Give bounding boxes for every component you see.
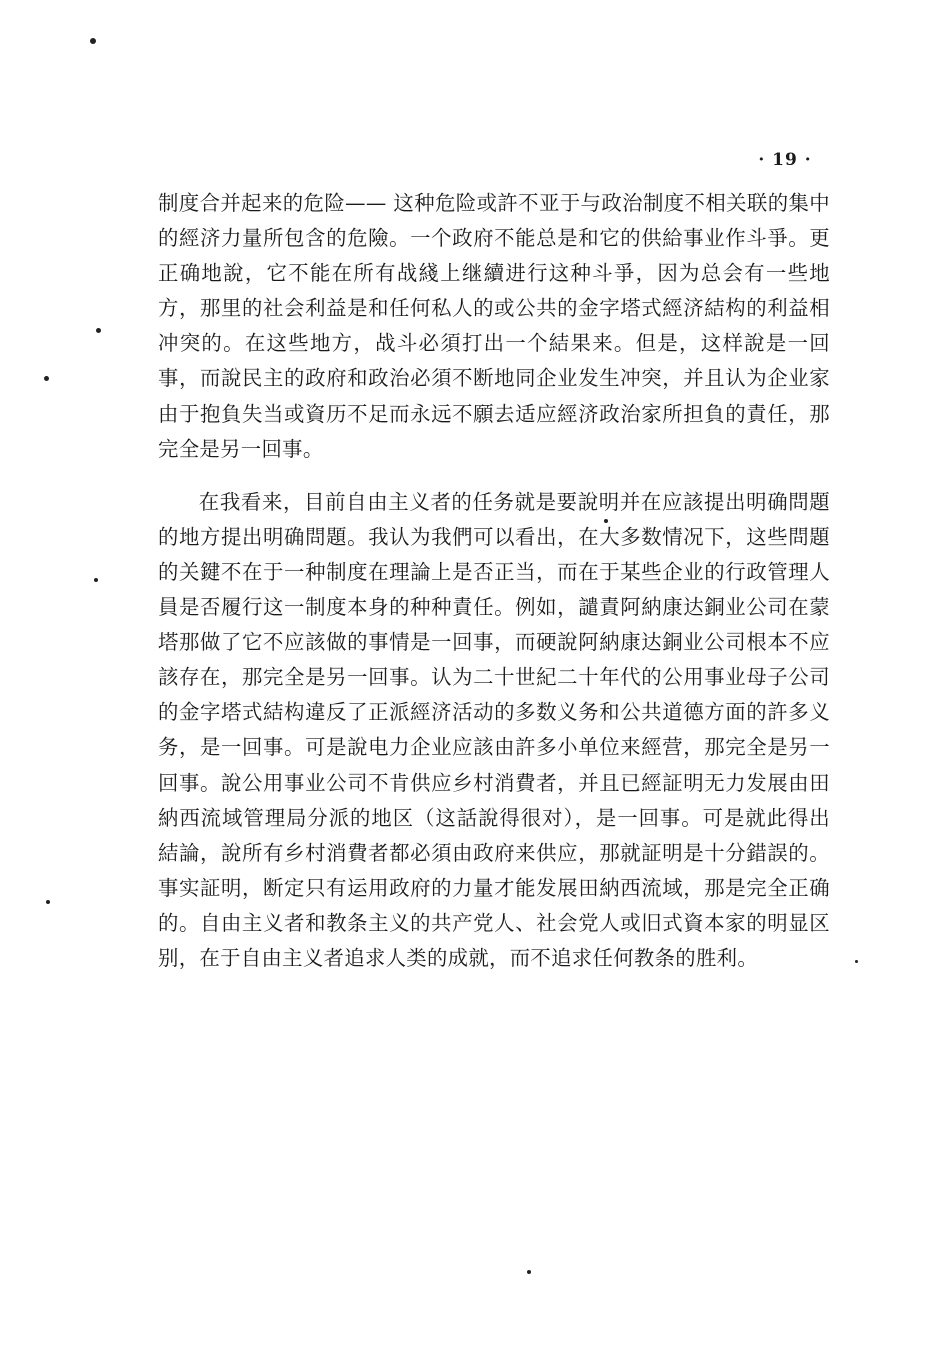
scan-speck — [90, 38, 96, 44]
scan-speck — [44, 376, 49, 381]
paragraph-1: 制度合并起来的危险—— 这种危险或許不亚于与政治制度不相关联的集中的經济力量所包含的危險。一个政府不能总是和它的供給事业作斗爭。更正确地說，它不能在所有战綫上继續进行这种斗爭，因为总会有一些地方，那里的社会利益是和任何私人的或公共的金字塔式經济結构的利益相冲突的。在这些地方，战斗必須打出一个結果来。但是，这样說是一回事，而說民主的政府和政治必須不断地同企业发生冲突，并且认为企业家由于抱負失当或資历不足而永远不願去适应經济政治家所担負的責任，那完全是另一回事。 — [158, 191, 830, 461]
scan-speck — [94, 578, 98, 582]
scan-speck — [46, 900, 50, 904]
page-number: · 19 · — [758, 150, 812, 170]
scan-speck — [855, 960, 858, 963]
scan-speck — [604, 519, 608, 523]
scan-speck — [96, 328, 101, 333]
body-text — [158, 186, 830, 976]
paragraph-2: 在我看来，目前自由主义者的任务就是要說明并在应該提出明确問題的地方提出明确問題。我认为我們可以看出，在大多数情况下，这些問題的关鍵不在于一种制度在理論上是否正当，而在于某些企业的行政管理人員是否履行这一制度本身的种种責任。例如，譴責阿納康达銅业公司在蒙塔那做了它不应該做的事情是一回事，而硬說阿納康达銅业公司根本不应該存在，那完全是另一回事。认为二十世紀二十年代的公用事业母子公司的金字塔式結构違反了正派經济活动的多数义务和公共道德方面的許多义务，是一回事。可是說电力企业应該由許多小单位来經营，那完全是另一回事。說公用事业公司不肯供应乡村消費者，并且已經証明无力发展由田納西流域管理局分派的地区（这話說得很对），是一回事。可是就此得出結論，說所有乡村消費者都必須由政府来供应，那就証明是十分錯誤的。事实証明，断定只有运用政府的力量才能发展田納西流域，那是完全正确的。自由主义者和教条主义的共产党人、社会党人或旧式資本家的明显区别，在于自由主义者追求人类的成就，而不追求任何教条的胜利。 — [158, 489, 830, 970]
scan-speck — [527, 1270, 531, 1274]
